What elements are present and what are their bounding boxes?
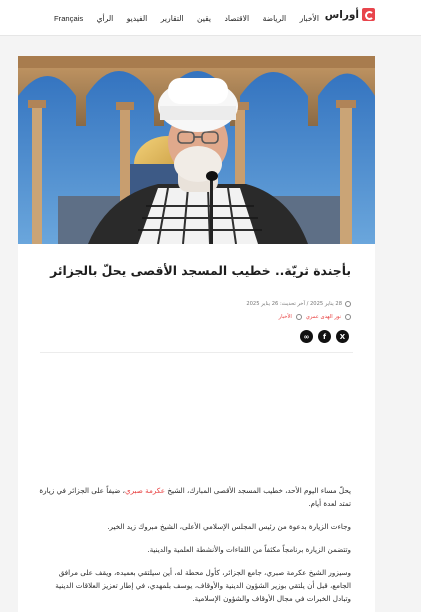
article-category[interactable]: الأخبار: [278, 314, 292, 320]
logo-icon: [362, 8, 375, 21]
article-byline: [279, 314, 351, 320]
article-card: [18, 56, 375, 612]
paragraph-3: وتتضمن الزيارة برنامجاً مكثفاً من اللقاءات والأنشطة العلمية والدينية.: [147, 545, 351, 554]
facebook-icon[interactable]: f: [318, 330, 331, 343]
nav-news[interactable]: الأخبار: [299, 13, 319, 23]
article-body: [36, 484, 351, 612]
main-nav: [54, 0, 319, 36]
nav-reports[interactable]: التقارير: [160, 13, 184, 23]
user-icon: [345, 314, 351, 320]
nav-economy[interactable]: الاقتصاد: [224, 13, 250, 23]
nav-francais[interactable]: Français: [54, 13, 84, 23]
nav-video[interactable]: الفيديو: [126, 13, 148, 23]
hero-photo: [18, 56, 375, 244]
paragraph-4: وسيزور الشيخ عكرمة صبري، جامع الجزائر، كأول محطة له، أين سيلتقي بعميده، ويقف على مرافق الجامع، قبل أن يلتقي بوزير الشؤون الدينية والأوقاف، يوسف بلمهدي، في إطار تعزيز العلاقات الدينية وتبادل الخبرات في مجال الأوقاف والشؤون الإسلامية.: [55, 568, 351, 603]
calendar-icon: [345, 301, 351, 307]
article-dates: [246, 301, 351, 307]
article-author[interactable]: نور الهدى عمري: [305, 314, 341, 320]
link-icon[interactable]: ∞: [300, 330, 313, 343]
nav-opinion[interactable]: الرأي: [96, 13, 114, 23]
hero-image: [18, 56, 375, 244]
divider: [40, 352, 353, 353]
paragraph-2: وجاءت الزيارة بدعوة من رئيس المجلس الإسلامي الأعلى، الشيخ مبروك زيد الخير.: [107, 522, 351, 531]
person-link[interactable]: عكرمة صبري: [124, 486, 166, 495]
nav-yaqin[interactable]: يقين: [197, 13, 212, 23]
logo-text: أوراس: [324, 8, 359, 21]
site-logo[interactable]: [325, 8, 375, 21]
article-date-text: 28 يناير 2025 / آخر تحديث: 26 يناير 2025: [246, 301, 342, 307]
article-title: بأجندة ثريّة.. خطيب المسجد الأقصى يحلّ بالجزائر: [50, 263, 351, 278]
folder-icon: [296, 314, 302, 320]
top-navbar: [0, 0, 421, 36]
x-icon[interactable]: X: [336, 330, 349, 343]
share-bar: [300, 330, 349, 343]
nav-sports[interactable]: الرياضة: [262, 13, 287, 23]
paragraph-1: يحلّ مساء اليوم الأحد، خطيب المسجد الأقصى المبارك، الشيخ عكرمة صبري، ضيفاً على الجزائر في زيارة تمتد لعدة أيام.: [39, 486, 351, 508]
